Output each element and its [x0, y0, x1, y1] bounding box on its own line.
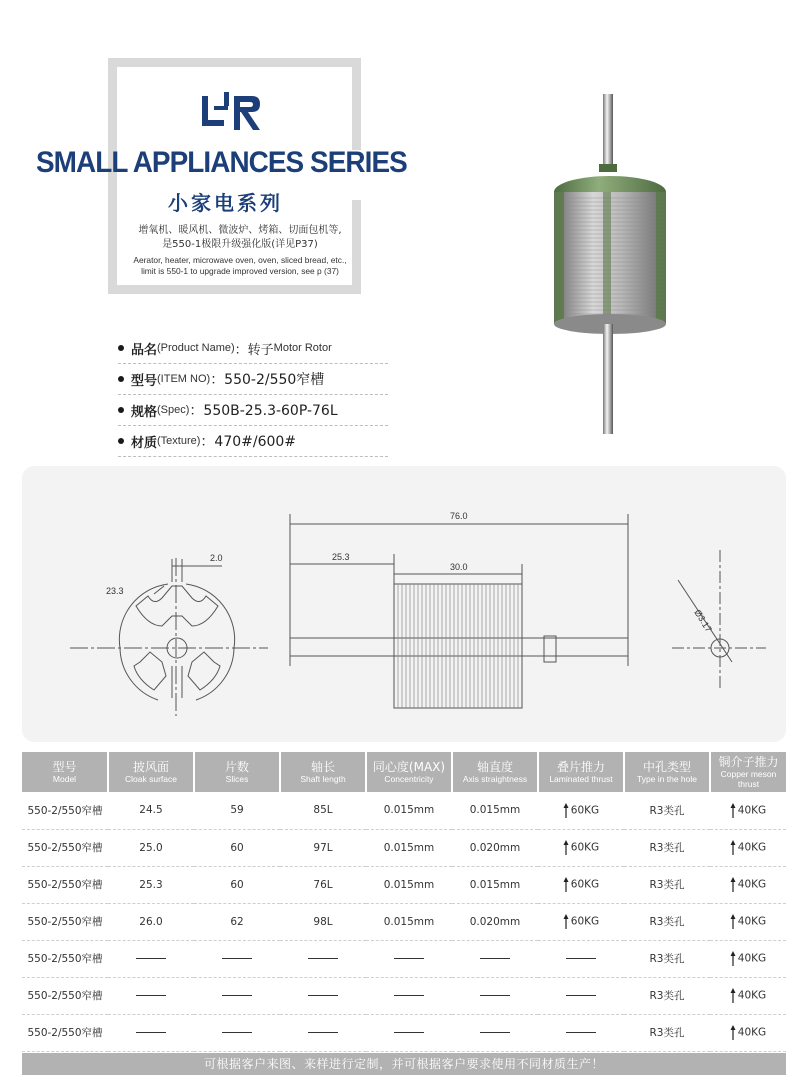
col-header-copper-meson-thrust: 铜介子推力 Copper meson thrust [710, 752, 786, 792]
spec-label-en: (Product Name) [157, 342, 235, 354]
empty-dash [222, 1032, 252, 1033]
table-cell-value: 550-2/550窄槽 [27, 842, 103, 854]
thrust-arrow-icon [730, 914, 736, 929]
table-cell [280, 940, 366, 977]
table-cell [194, 977, 280, 1014]
table-cell-value: 60 [230, 841, 244, 854]
table-cell [452, 903, 538, 940]
spec-item-no [118, 364, 388, 395]
table-cell-value: R3类孔 [649, 953, 685, 965]
empty-dash [566, 1032, 596, 1033]
empty-dash [308, 958, 338, 959]
table-cell [22, 1014, 108, 1051]
company-logo [196, 90, 266, 136]
thrust-arrow-icon [730, 877, 736, 892]
description-en-line-1: Aerator, heater, microwave oven, oven, sliced bread, etc., [133, 255, 347, 265]
table-cell [194, 792, 280, 829]
spec-texture [118, 426, 388, 457]
table-cell-value: 550-2/550窄槽 [27, 804, 103, 817]
spec-label-en: (ITEM NO) [157, 373, 211, 385]
table-cell-value: 85L [313, 804, 333, 817]
empty-dash [480, 1032, 510, 1033]
empty-dash [566, 958, 596, 959]
spec-table [22, 752, 786, 1052]
table-cell [280, 977, 366, 1014]
table-cell [452, 829, 538, 866]
table-header-row [22, 752, 786, 792]
table-cell [22, 866, 108, 903]
table-cell-value: 24.5 [139, 804, 163, 817]
motor-rotor-image [545, 88, 675, 438]
table-cell [280, 1014, 366, 1051]
thrust-arrow-icon [730, 840, 736, 855]
table-cell-value: 40KG [737, 915, 767, 928]
table-row [22, 940, 786, 977]
empty-dash [394, 1032, 424, 1033]
table-cell-value: 0.015mm [469, 878, 521, 891]
table-cell [280, 866, 366, 903]
spec-label-en: (Texture) [157, 435, 201, 447]
footer-note: 可根据客户来图、来样进行定制，并可根据客户要求使用不同材质生产！ [22, 1053, 786, 1075]
table-row [22, 866, 786, 903]
table-cell [538, 940, 624, 977]
description-cn [120, 224, 360, 252]
table-cell [538, 977, 624, 1014]
dim-shaft-length: 25.3 [332, 552, 350, 562]
table-cell-value: 550-2/550窄槽 [27, 879, 103, 891]
table-cell [108, 1014, 194, 1051]
spec-spec [118, 395, 388, 426]
table-cell-value: 40KG [737, 952, 767, 965]
table-cell [624, 977, 710, 1014]
table-row [22, 1014, 786, 1051]
table-cell [452, 792, 538, 829]
table-cell [538, 866, 624, 903]
thrust-arrow-icon [563, 877, 569, 892]
table-cell [108, 829, 194, 866]
table-cell-value: 60 [230, 878, 244, 891]
table-cell [194, 940, 280, 977]
table-cell [108, 903, 194, 940]
table-cell-value: 40KG [737, 804, 767, 817]
table-cell [366, 792, 452, 829]
empty-dash [308, 995, 338, 996]
col-header-model: 型号 Model [22, 752, 108, 792]
empty-dash [222, 958, 252, 959]
table-cell [710, 1014, 786, 1051]
table-cell-value: 40KG [737, 841, 767, 854]
table-cell-value: R3类孔 [649, 990, 685, 1002]
bullet-icon [118, 345, 124, 351]
table-cell-value: 0.015mm [383, 878, 435, 891]
table-cell [22, 792, 108, 829]
col-header-shaft-length: 轴长 Shaft length [280, 752, 366, 792]
table-cell [624, 792, 710, 829]
table-cell [452, 940, 538, 977]
spec-value: ：470#/600# [200, 434, 297, 450]
thrust-arrow-icon [563, 803, 569, 818]
table-cell [22, 829, 108, 866]
col-header-cloak-surface: 披风面 Cloak surface [108, 752, 194, 792]
table-cell-value: 98L [313, 915, 333, 928]
spec-product-name [118, 333, 388, 364]
dim-slot-width: 2.0 [210, 553, 223, 563]
table-row [22, 792, 786, 829]
table-cell-value: 550-2/550窄槽 [27, 916, 103, 928]
spec-value: ：转子 [234, 342, 274, 358]
col-header-slices: 片数 Slices [194, 752, 280, 792]
table-cell [280, 792, 366, 829]
table-cell [194, 1014, 280, 1051]
table-cell [366, 1014, 452, 1051]
table-cell [452, 866, 538, 903]
spec-value: ：550-2/550窄槽 [210, 372, 325, 388]
technical-drawing [22, 466, 786, 742]
table-cell-value: 0.015mm [383, 841, 435, 854]
table-cell [624, 903, 710, 940]
table-cell [194, 829, 280, 866]
table-cell-value: 25.0 [139, 841, 163, 854]
spec-value: ：550B-25.3-60P-76L [189, 403, 338, 419]
table-body [22, 792, 786, 1051]
table-row [22, 829, 786, 866]
empty-dash [480, 958, 510, 959]
table-cell-value: 40KG [737, 878, 767, 891]
table-cell [280, 829, 366, 866]
table-cell [710, 903, 786, 940]
table-cell-value: 550-2/550窄槽 [27, 953, 103, 965]
table-cell [366, 903, 452, 940]
table-cell [108, 866, 194, 903]
col-header-concentricity: 同心度(MAX) Concentricity [366, 752, 452, 792]
empty-dash [308, 1032, 338, 1033]
table-cell [108, 940, 194, 977]
table-cell [194, 866, 280, 903]
table-cell [452, 977, 538, 1014]
table-cell-value: 550-2/550窄槽 [27, 990, 103, 1002]
dim-total-length: 76.0 [450, 511, 468, 521]
table-cell-value: 0.020mm [469, 841, 521, 854]
table-cell [366, 977, 452, 1014]
spec-label: 规格 [131, 404, 158, 420]
table-cell-value: 97L [313, 841, 333, 854]
table-cell [108, 792, 194, 829]
empty-dash [480, 995, 510, 996]
table-cell-value: 0.015mm [383, 915, 435, 928]
thrust-arrow-icon [730, 803, 736, 818]
table-cell-value: 59 [230, 804, 244, 817]
col-header-hole-type: 中孔类型 Type in the hole [624, 752, 710, 792]
thrust-arrow-icon [730, 988, 736, 1003]
table-cell [710, 977, 786, 1014]
table-cell-value: 40KG [737, 989, 767, 1002]
table-cell-value: 40KG [737, 1026, 767, 1039]
table-cell [538, 1014, 624, 1051]
table-cell [710, 792, 786, 829]
table-cell [624, 1014, 710, 1051]
table-cell-value: R3类孔 [649, 1027, 685, 1039]
table-cell [538, 903, 624, 940]
table-cell [452, 1014, 538, 1051]
table-cell-value: R3类孔 [649, 804, 685, 817]
thrust-arrow-icon [730, 1025, 736, 1040]
table-cell [710, 866, 786, 903]
thrust-arrow-icon [563, 914, 569, 929]
table-cell [624, 829, 710, 866]
dim-hole-diameter: Ø3.17 [692, 607, 714, 634]
col-header-laminated-thrust: 叠片推力 Laminated thrust [538, 752, 624, 792]
empty-dash [136, 1032, 166, 1033]
table-cell-value: R3类孔 [649, 842, 685, 854]
table-cell [22, 903, 108, 940]
col-header-axis-straightness: 轴直度 Axis straightness [452, 752, 538, 792]
dim-diameter: 23.3 [106, 586, 124, 596]
bullet-icon [118, 438, 124, 444]
table-cell-value: R3类孔 [649, 879, 685, 891]
table-cell [366, 940, 452, 977]
table-cell-value: 60KG [570, 804, 600, 817]
table-cell-value: 60KG [570, 915, 600, 928]
table-row [22, 903, 786, 940]
technical-drawing-svg [22, 466, 786, 742]
description-en [118, 255, 362, 277]
table-cell-value: R3类孔 [649, 916, 685, 928]
thrust-arrow-icon [730, 951, 736, 966]
description-cn-line-2: 是550-1极限升级强化版(详见P37) [162, 239, 318, 250]
table-cell-value: 62 [230, 915, 244, 928]
table-cell-value: 0.015mm [383, 804, 435, 817]
table-cell [108, 977, 194, 1014]
empty-dash [566, 995, 596, 996]
dim-stack-length: 30.0 [450, 562, 468, 572]
table-cell [22, 977, 108, 1014]
table-cell [366, 829, 452, 866]
description-cn-line-1: 增氧机、暖风机、微波炉、烤箱、切面包机等, [138, 225, 342, 236]
spec-label: 材质 [131, 435, 158, 451]
empty-dash [136, 995, 166, 996]
empty-dash [136, 958, 166, 959]
header-frame-right [352, 58, 361, 150]
table-cell [710, 829, 786, 866]
empty-dash [222, 995, 252, 996]
series-title-cn: 小家电系列 [168, 191, 283, 215]
table-cell-value: 0.020mm [469, 915, 521, 928]
description-en-line-2: limit is 550-1 to upgrade improved version, see p (37) [141, 266, 339, 276]
table-cell-value: 60KG [570, 878, 600, 891]
spec-list [118, 333, 388, 457]
table-cell [194, 903, 280, 940]
table-cell-value: 25.3 [139, 878, 163, 891]
table-cell [538, 829, 624, 866]
table-cell [710, 940, 786, 977]
spec-label-en: (Spec) [157, 404, 190, 416]
empty-dash [394, 958, 424, 959]
table-row [22, 977, 786, 1014]
bullet-icon [118, 407, 124, 413]
empty-dash [394, 995, 424, 996]
table-cell [624, 866, 710, 903]
table-cell [366, 866, 452, 903]
table-cell-value: 550-2/550窄槽 [27, 1027, 103, 1039]
table-cell-value: 0.015mm [469, 804, 521, 817]
header-frame-bottom [108, 285, 361, 294]
bullet-icon [118, 376, 124, 382]
table-cell-value: 60KG [570, 841, 600, 854]
table-cell-value: 76L [313, 878, 333, 891]
table-cell [538, 792, 624, 829]
table-cell [624, 940, 710, 977]
table-cell-value: 26.0 [139, 915, 163, 928]
spec-label: 型号 [131, 373, 158, 389]
table-cell [22, 940, 108, 977]
spec-label: 品名 [131, 342, 158, 358]
spec-value-en: Motor Rotor [273, 342, 332, 354]
series-title: SMALL APPLIANCES SERIES [36, 146, 407, 179]
thrust-arrow-icon [563, 840, 569, 855]
table-cell [280, 903, 366, 940]
